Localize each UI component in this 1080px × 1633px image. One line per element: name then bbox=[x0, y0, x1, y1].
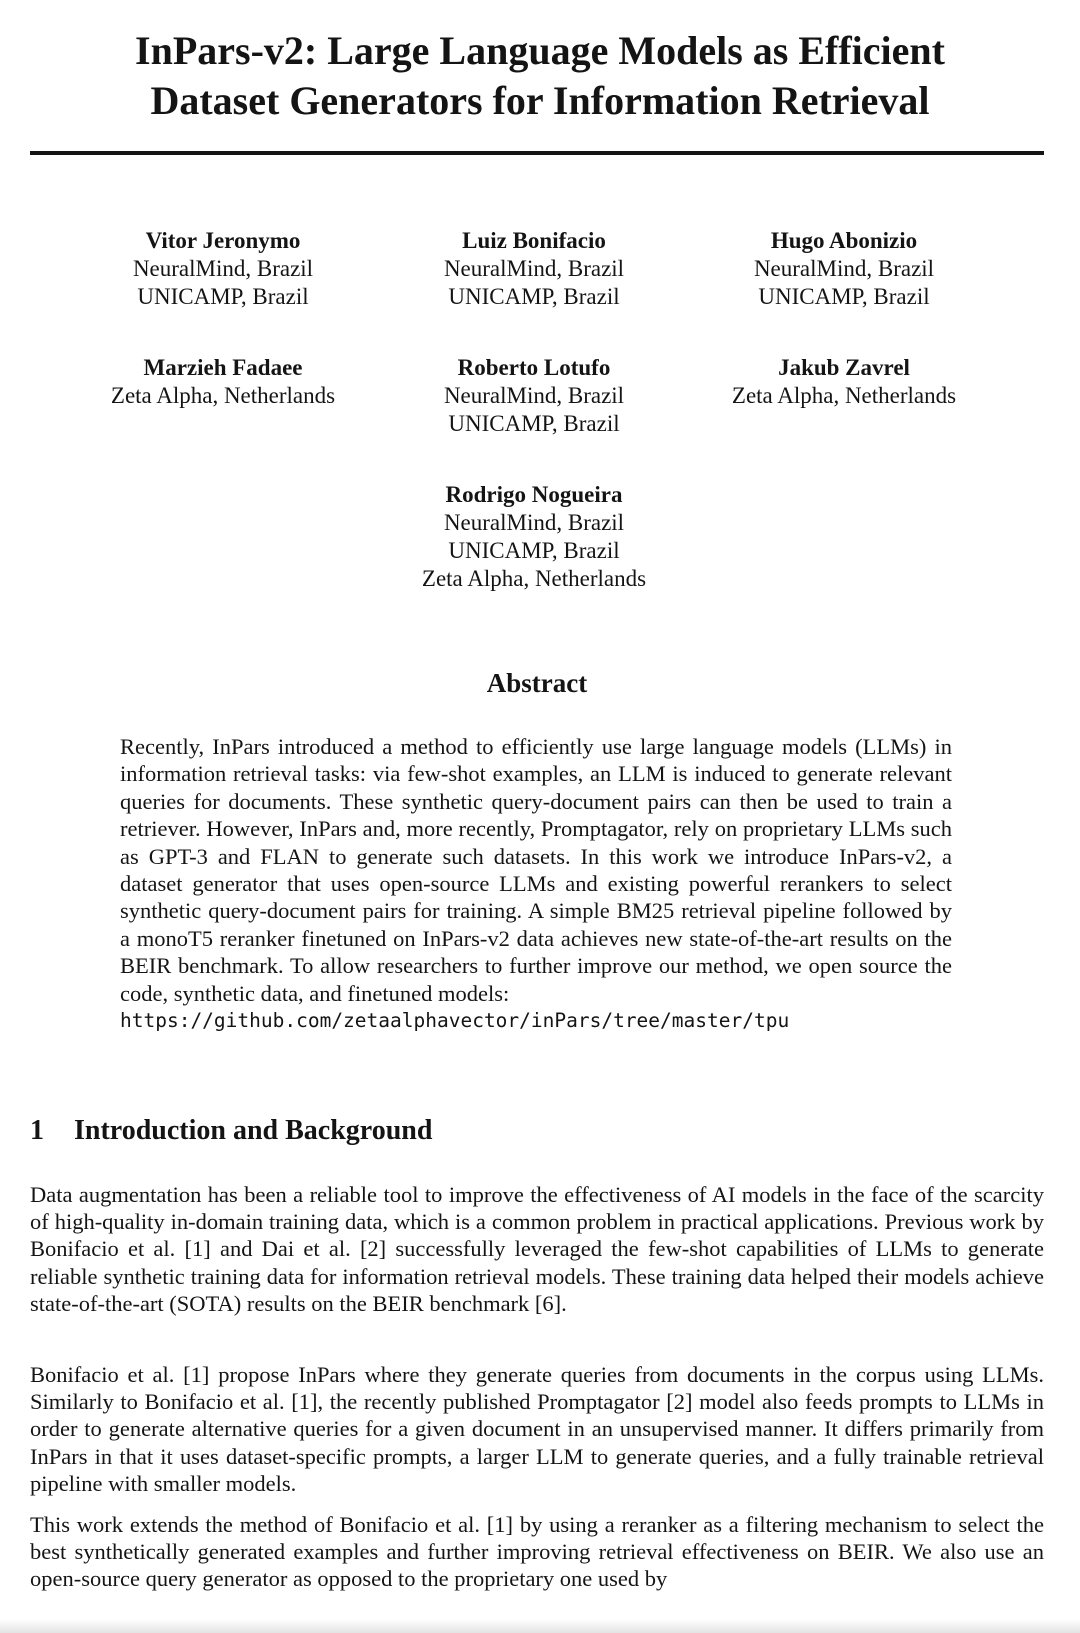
author-affiliation: Zeta Alpha, Netherlands bbox=[731, 383, 957, 408]
author-affiliation: UNICAMP, Brazil bbox=[137, 284, 309, 309]
section-heading bbox=[30, 1114, 432, 1148]
author-name: Vitor Jeronymo bbox=[145, 228, 301, 253]
author-affiliation: Zeta Alpha, Netherlands bbox=[421, 566, 647, 591]
paper-title bbox=[30, 26, 1050, 126]
author-affiliation: NeuralMind, Brazil bbox=[443, 510, 625, 535]
author-block bbox=[384, 481, 684, 593]
body-paragraph: Bonifacio et al. [1] propose InPars where they generate queries from documents in the corpus using LLMs. Similarly to Bonifacio et al. [1], the recently published Promptagator [2] model also feeds prompts to LLMs in order to generate alternative queries for a given document in an unsupervised manner. It differs primarily from InPars in that it uses dataset-specific prompts, a larger LLM to generate queries, and a fully trainable retrieval pipeline with smaller models. bbox=[30, 1362, 1044, 1496]
abstract-text: Recently, InPars introduced a method to efficiently use large language models (LLMs) in information retrieval tasks: via few-shot examples, an LLM is induced to generate relevant queries for documents. These synthetic query-document pairs can then be used to train a retriever. However, InPars and, more recently, Promptagator, rely on proprietary LLMs such as GPT-3 and FLAN to generate such datasets. In this work we introduce InPars-v2, a dataset generator that uses open-source LLMs and existing powerful rerankers to select synthetic query-document pairs for training. A simple BM25 retrieval pipeline followed by a monoT5 reranker finetuned on InPars-v2 data achieves new state-of-the-art results on the BEIR benchmark. To allow researchers to further improve our method, we open source the code, synthetic data, and finetuned models: bbox=[120, 734, 952, 1006]
author-affiliation: NeuralMind, Brazil bbox=[753, 256, 935, 281]
author-affiliation: UNICAMP, Brazil bbox=[448, 538, 620, 563]
author-block bbox=[694, 354, 994, 410]
author-affiliation: NeuralMind, Brazil bbox=[443, 256, 625, 281]
author-name: Rodrigo Nogueira bbox=[445, 482, 623, 507]
author-block bbox=[73, 227, 373, 311]
abstract-body bbox=[120, 733, 952, 1034]
author-name: Luiz Bonifacio bbox=[462, 228, 606, 253]
author-block bbox=[384, 354, 684, 438]
author-affiliation: UNICAMP, Brazil bbox=[758, 284, 930, 309]
author-affiliation: UNICAMP, Brazil bbox=[448, 411, 620, 436]
page-bottom-shadow bbox=[0, 1619, 1080, 1633]
author-name: Marzieh Fadaee bbox=[143, 355, 303, 380]
author-name: Roberto Lotufo bbox=[457, 355, 611, 380]
body-paragraph: This work extends the method of Bonifacio et al. [1] by using a reranker as a filtering mechanism to select the best synthetically generated examples and further improving retrieval effectiveness on BEIR. We also use an open-source query generator as opposed to the proprietary one used by bbox=[30, 1512, 1044, 1592]
code-repository-link[interactable]: https://github.com/zetaalphavector/inPars/tree/master/tpu bbox=[120, 1009, 790, 1033]
author-block bbox=[384, 227, 684, 311]
author-affiliation: NeuralMind, Brazil bbox=[443, 383, 625, 408]
section-number: 1 bbox=[30, 1115, 44, 1146]
paper-title-line-1: InPars-v2: Large Language Models as Efficient bbox=[135, 28, 945, 73]
abstract-heading: Abstract bbox=[486, 668, 588, 698]
author-affiliation: NeuralMind, Brazil bbox=[132, 256, 314, 281]
body-paragraph: Data augmentation has been a reliable tool to improve the effectiveness of AI models in the face of the scarcity of high-quality in-domain training data, which is a common problem in practical applications. Previous work by Bonifacio et al. [1] and Dai et al. [2] successfully leveraged the few-shot capabilities of LLMs to generate reliable synthetic training data for information retrieval models. These training data helped their models achieve state-of-the-art (SOTA) results on the BEIR benchmark [6]. bbox=[30, 1182, 1044, 1316]
author-block bbox=[73, 354, 373, 410]
author-block bbox=[694, 227, 994, 311]
section-title: Introduction and Background bbox=[74, 1115, 433, 1146]
author-affiliation: Zeta Alpha, Netherlands bbox=[110, 383, 336, 408]
author-name: Jakub Zavrel bbox=[778, 355, 910, 380]
author-name: Hugo Abonizio bbox=[770, 228, 918, 253]
author-affiliation: UNICAMP, Brazil bbox=[448, 284, 620, 309]
title-rule bbox=[30, 151, 1044, 155]
paper-title-line-2: Dataset Generators for Information Retrieval bbox=[150, 78, 930, 123]
